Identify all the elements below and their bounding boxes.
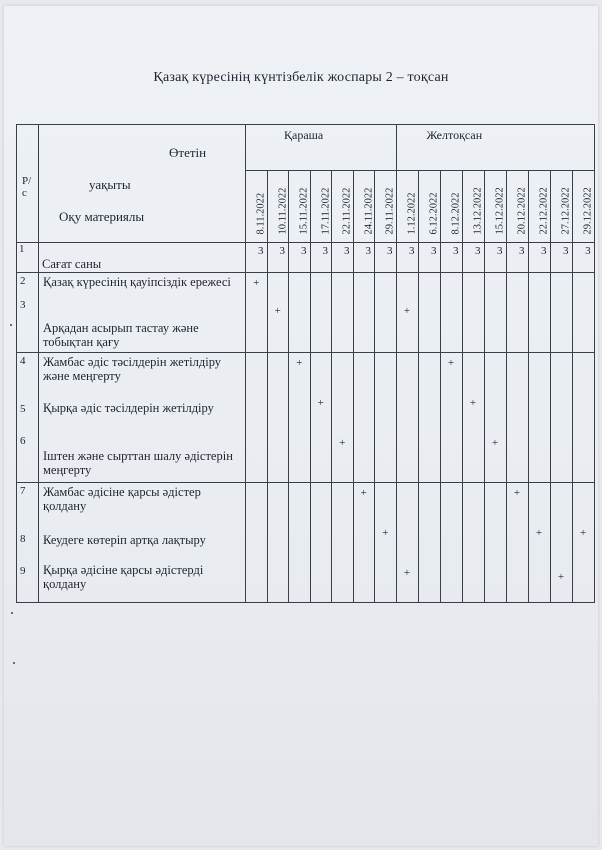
hours-value-cell: 3 xyxy=(528,243,550,273)
hours-value-cell: 3 xyxy=(332,243,354,273)
row-number: 1 xyxy=(17,243,39,273)
plus-mark: + xyxy=(403,305,411,317)
schedule-cell xyxy=(528,483,550,603)
plus-mark: + xyxy=(513,487,521,499)
document-title: Қазақ күресінің күнтізбелік жоспары 2 – тоқсан xyxy=(153,70,449,85)
plus-mark: + xyxy=(360,487,367,499)
schedule-cell xyxy=(310,483,332,603)
calendar-plan-table xyxy=(16,124,595,603)
schedule-cell xyxy=(418,353,440,483)
schedule-cell xyxy=(550,273,572,353)
hours-value-cell: 3 xyxy=(572,243,594,273)
plus-mark: + xyxy=(317,397,324,409)
date-header-cell xyxy=(246,171,268,243)
row-number: 6 xyxy=(20,435,26,447)
topic-text: Қырқа әдіс тәсілдерін жетілдіру xyxy=(43,401,214,415)
hours-value-cell: 3 xyxy=(440,243,462,273)
row-number-cell xyxy=(17,273,39,353)
row-number-cell xyxy=(17,353,39,483)
topic-text: Кеудеге көтеріп артқа лақтыру xyxy=(43,533,206,547)
plus-mark: + xyxy=(491,437,499,449)
hours-value-cell: 3 xyxy=(484,243,506,273)
row-number-header: Р/ с xyxy=(17,125,39,243)
date-header-cell xyxy=(440,171,462,243)
schedule-cell xyxy=(484,273,506,353)
date-header-cell xyxy=(418,171,440,243)
schedule-cell xyxy=(506,483,528,603)
date-label: 22.12.2022 xyxy=(538,187,550,235)
schedule-cell xyxy=(506,273,528,353)
topic-cell xyxy=(39,483,246,603)
schedule-cell xyxy=(396,353,418,483)
schedule-cell xyxy=(246,273,268,353)
paper-speck xyxy=(10,324,12,326)
schedule-cell xyxy=(484,483,506,603)
hours-value-cell: 3 xyxy=(375,243,397,273)
date-header-cell xyxy=(267,171,289,243)
date-label: 6.12.2022 xyxy=(428,192,440,235)
schedule-cell xyxy=(506,353,528,483)
schedule-cell xyxy=(528,353,550,483)
schedule-cell xyxy=(353,273,375,353)
schedule-cell xyxy=(528,273,550,353)
paper-speck xyxy=(11,612,13,614)
date-label: 8.12.2022 xyxy=(450,192,462,235)
schedule-cell xyxy=(310,353,332,483)
plus-mark: + xyxy=(557,571,565,583)
plus-mark: + xyxy=(535,527,543,539)
date-header-cell xyxy=(528,171,550,243)
schedule-cell xyxy=(440,353,462,483)
schedule-cell xyxy=(418,483,440,603)
header-corner-cell xyxy=(39,125,246,243)
hours-value-cell: 3 xyxy=(396,243,418,273)
schedule-cell xyxy=(246,483,268,603)
topic-text: Қазақ күресінің қауіпсіздік ережесі xyxy=(43,275,231,289)
date-label: 24.11.2022 xyxy=(363,187,375,235)
date-header-cell xyxy=(572,171,594,243)
schedule-cell xyxy=(375,273,397,353)
schedule-cell xyxy=(267,273,289,353)
schedule-cell xyxy=(289,483,311,603)
topic-text: Жамбас әдісіне қарсы әдістер қолдану xyxy=(43,485,201,513)
schedule-cell xyxy=(289,273,311,353)
date-label: 8.11.2022 xyxy=(255,192,267,235)
document-page xyxy=(4,6,598,846)
date-header-cell xyxy=(462,171,484,243)
schedule-cell xyxy=(332,483,354,603)
date-header-cell xyxy=(506,171,528,243)
hours-value-cell: 3 xyxy=(418,243,440,273)
topic-cell xyxy=(39,273,246,353)
topic-text: Қырқа әдісіне қарсы әдістерді қолдану xyxy=(43,563,204,591)
date-header-cell xyxy=(310,171,332,243)
schedule-cell xyxy=(550,353,572,483)
month-november-header: Қараша xyxy=(246,125,397,171)
schedule-cell xyxy=(462,353,484,483)
schedule-cell xyxy=(310,273,332,353)
hours-value-cell: 3 xyxy=(506,243,528,273)
plus-mark: + xyxy=(274,305,281,317)
schedule-cell xyxy=(246,353,268,483)
date-label: 15.11.2022 xyxy=(298,187,310,235)
row-number: 7 xyxy=(20,485,26,497)
schedule-cell xyxy=(418,273,440,353)
row-number: 2 xyxy=(20,275,26,287)
schedule-cell xyxy=(440,273,462,353)
schedule-cell xyxy=(462,273,484,353)
plus-mark: + xyxy=(382,527,389,539)
topic-text: Іштен және сырттан шалу әдістерін меңгерту xyxy=(43,449,233,477)
row-number: 4 xyxy=(20,355,26,367)
schedule-cell xyxy=(375,353,397,483)
schedule-cell xyxy=(462,483,484,603)
schedule-cell xyxy=(332,353,354,483)
schedule-cell xyxy=(440,483,462,603)
schedule-cell xyxy=(396,483,418,603)
topic-group-row xyxy=(17,483,595,603)
schedule-cell xyxy=(267,483,289,603)
row-number: 8 xyxy=(20,533,26,545)
row-number: 3 xyxy=(20,299,26,311)
schedule-cell xyxy=(353,483,375,603)
date-label: 27.12.2022 xyxy=(560,187,572,235)
schedule-cell xyxy=(396,273,418,353)
date-header-cell xyxy=(289,171,311,243)
header-passes-label: Өтетін xyxy=(169,145,207,160)
schedule-cell xyxy=(267,353,289,483)
date-label: 10.11.2022 xyxy=(277,187,289,235)
date-header-cell xyxy=(375,171,397,243)
date-label: 29.11.2022 xyxy=(384,187,396,235)
schedule-cell xyxy=(572,353,594,483)
topic-group-row xyxy=(17,353,595,483)
header-material-label: Оқу материялы xyxy=(59,209,145,224)
hours-value-cell: 3 xyxy=(353,243,375,273)
hours-value-cell: 3 xyxy=(310,243,332,273)
date-label: 15.12.2022 xyxy=(494,187,506,235)
schedule-cell xyxy=(484,353,506,483)
schedule-cell xyxy=(550,483,572,603)
date-label: 29.12.2022 xyxy=(582,187,594,235)
topic-group-row xyxy=(17,273,595,353)
hours-value-cell: 3 xyxy=(462,243,484,273)
plus-mark: + xyxy=(296,357,303,369)
schedule-cell xyxy=(353,353,375,483)
date-label: 13.12.2022 xyxy=(472,187,484,235)
date-label: 17.11.2022 xyxy=(320,187,332,235)
schedule-cell xyxy=(572,273,594,353)
row-number: 5 xyxy=(20,403,26,415)
plus-mark: + xyxy=(579,527,587,539)
date-label: 1.12.2022 xyxy=(406,192,418,235)
month-december-header: Желтоқсан xyxy=(396,125,594,171)
schedule-cell xyxy=(375,483,397,603)
date-label: 22.11.2022 xyxy=(341,187,353,235)
row-number-cell xyxy=(17,483,39,603)
hours-value-cell: 3 xyxy=(246,243,268,273)
date-header-cell xyxy=(396,171,418,243)
paper-speck xyxy=(13,662,15,664)
hours-value-cell: 3 xyxy=(267,243,289,273)
date-header-cell xyxy=(332,171,354,243)
hours-label-cell: Сағат саны xyxy=(39,243,246,273)
schedule-cell xyxy=(572,483,594,603)
topic-text: Арқадан асырып тастау және тобықтан қағу xyxy=(43,321,199,349)
topic-text: Жамбас әдіс тәсілдерін жетілдіру және меңгерту xyxy=(43,355,222,383)
plus-mark: + xyxy=(339,437,346,449)
header-time-label: уақыты xyxy=(89,177,131,192)
date-header-cell xyxy=(550,171,572,243)
row-number: 9 xyxy=(20,565,26,577)
plus-mark: + xyxy=(403,567,411,579)
date-header-cell xyxy=(353,171,375,243)
hours-value-cell: 3 xyxy=(289,243,311,273)
schedule-cell xyxy=(289,353,311,483)
date-header-cell xyxy=(484,171,506,243)
plus-mark: + xyxy=(253,277,260,289)
plus-mark: + xyxy=(469,397,477,409)
hours-value-cell: 3 xyxy=(550,243,572,273)
topic-cell xyxy=(39,353,246,483)
plus-mark: + xyxy=(447,357,455,369)
schedule-cell xyxy=(332,273,354,353)
date-label: 20.12.2022 xyxy=(516,187,528,235)
